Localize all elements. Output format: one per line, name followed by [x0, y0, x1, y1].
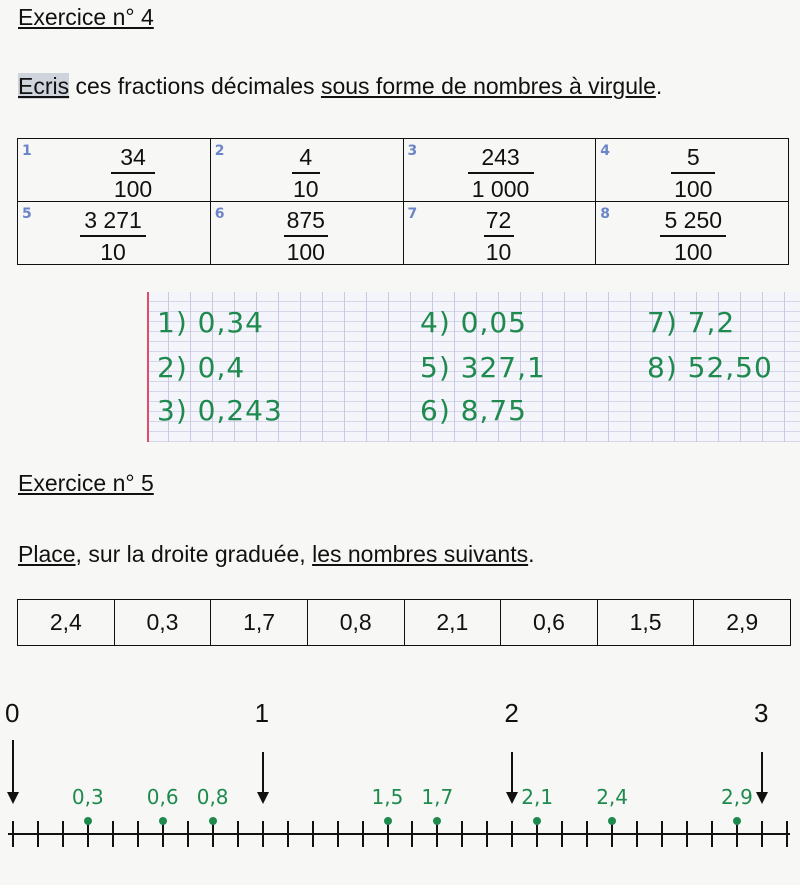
fraction	[251, 206, 361, 266]
fraction-cell	[18, 139, 211, 202]
major-label: 0	[5, 698, 20, 728]
numerator: 4	[299, 144, 313, 170]
number-cell: 2,4	[18, 600, 115, 646]
numbers-table	[17, 599, 791, 646]
instruction-verb: Place	[18, 541, 76, 567]
placed-label: 1,7	[421, 785, 454, 809]
number-line	[0, 690, 800, 885]
number-line-tick	[511, 821, 513, 847]
exercise-5-title: Exercice n° 5	[18, 470, 154, 496]
fraction-cell	[210, 202, 403, 265]
number-line-tick	[262, 821, 264, 847]
number-line-tick	[586, 821, 588, 847]
cell-number: 4	[600, 143, 610, 159]
number-line-tick	[411, 821, 413, 847]
number-line-tick	[661, 821, 663, 847]
major-label: 1	[254, 698, 270, 728]
fraction-bar	[292, 172, 320, 174]
fraction-bar	[484, 235, 514, 237]
number-cell: 1,7	[211, 600, 308, 646]
numerator: 72	[485, 207, 512, 233]
instruction-text: , sur la droite graduée,	[75, 541, 313, 567]
numerator: 34	[120, 144, 146, 170]
number-line-tick	[461, 821, 463, 847]
answer-4: 4) 0,05	[420, 306, 527, 339]
arrow-head	[7, 792, 19, 804]
number-line-tick	[786, 821, 788, 847]
cell-number: 3	[407, 143, 418, 159]
number-cell: 2,9	[694, 600, 791, 646]
fraction-bar	[468, 172, 534, 174]
fraction-bar	[671, 172, 715, 174]
numerator: 875	[286, 207, 325, 233]
number-cell: 0,6	[501, 600, 598, 646]
exercise-5-instruction	[18, 541, 535, 568]
number-line-tick	[486, 821, 488, 847]
fraction-bar	[111, 172, 155, 174]
cell-number: 6	[214, 206, 225, 222]
instruction-text: ces fractions décimales	[69, 73, 321, 99]
notebook-answers	[147, 292, 800, 442]
number-line-tick	[561, 821, 563, 847]
fraction-cell	[596, 139, 789, 202]
answer-2: 2) 0,4	[157, 351, 246, 384]
placed-point	[733, 817, 741, 825]
fraction-cell	[403, 202, 596, 265]
placed-label: 2,4	[596, 785, 628, 809]
arrow-head	[756, 792, 768, 804]
number-cell: 0,3	[114, 600, 211, 646]
denominator: 100	[674, 239, 713, 265]
number-line-tick	[287, 821, 289, 847]
instruction-emphasis: sous forme de nombres à virgule	[320, 73, 656, 99]
answer-1: 1) 0,34	[157, 306, 264, 339]
numerator: 5	[686, 144, 700, 170]
fractions-table	[17, 138, 789, 265]
exercise-4-instruction	[18, 73, 662, 100]
answer-6: 6) 8,75	[420, 394, 527, 427]
number-line-tick	[362, 821, 364, 847]
placed-label: 2,9	[721, 785, 753, 809]
placed-label: 0,3	[71, 785, 104, 809]
placed-point	[84, 817, 92, 825]
arrow-shaft	[511, 752, 513, 792]
fraction	[638, 143, 748, 203]
fraction-bar	[660, 235, 726, 237]
fraction	[446, 143, 556, 203]
fraction-bar	[284, 235, 328, 237]
cell-number: 1	[22, 143, 32, 159]
instruction-end: .	[655, 73, 663, 99]
denominator: 100	[674, 176, 713, 202]
denominator: 100	[286, 239, 325, 265]
instruction-emphasis: les nombres suivants	[312, 541, 529, 567]
placed-point	[209, 817, 217, 825]
number-line-tick	[686, 821, 688, 847]
number-line-tick	[711, 821, 713, 847]
fraction	[444, 206, 554, 266]
notebook-margin-line	[147, 292, 149, 442]
number-cell: 1,5	[597, 600, 694, 646]
fraction-cell	[596, 202, 789, 265]
fraction	[251, 143, 361, 203]
arrow-shaft	[262, 752, 264, 792]
fraction-cell	[18, 202, 211, 265]
number-line-tick	[237, 821, 239, 847]
answer-7: 7) 7,2	[647, 306, 736, 339]
denominator: 100	[113, 176, 153, 202]
numerator: 3 271	[84, 207, 142, 233]
number-cell: 0,8	[307, 600, 404, 646]
major-label: 3	[754, 698, 769, 728]
answer-8: 8) 52,50	[647, 351, 773, 384]
placed-point	[159, 817, 167, 825]
number-line-tick	[112, 821, 114, 847]
denominator: 1 000	[471, 176, 530, 202]
arrow-head	[506, 792, 518, 804]
denominator: 10	[292, 176, 319, 202]
number-line-axis	[8, 833, 790, 835]
number-line-tick	[636, 821, 638, 847]
placed-point	[433, 817, 441, 825]
denominator: 10	[100, 239, 126, 265]
fraction	[638, 206, 748, 266]
arrow-head	[257, 792, 269, 804]
number-line-tick	[137, 821, 139, 847]
number-line-tick	[187, 821, 189, 847]
fraction-cell	[210, 139, 403, 202]
numerator: 243	[481, 144, 520, 170]
placed-point	[608, 817, 616, 825]
placed-point	[533, 817, 541, 825]
number-line-tick	[312, 821, 314, 847]
number-line-tick	[12, 821, 14, 847]
fraction	[58, 206, 168, 266]
placed-label: 2,1	[521, 785, 554, 809]
fraction-cell	[403, 139, 596, 202]
arrow-shaft	[12, 740, 14, 792]
number-line-tick	[761, 821, 763, 847]
cell-number: 8	[600, 206, 610, 222]
placed-label: 1,5	[371, 785, 404, 809]
instruction-verb: Ecris	[18, 73, 70, 99]
numerator: 5 250	[664, 207, 723, 233]
answer-3: 3) 0,243	[157, 394, 283, 427]
number-line-tick	[337, 821, 339, 847]
number-line-tick	[62, 821, 64, 847]
number-line-tick	[37, 821, 39, 847]
placed-label: 0,6	[146, 785, 179, 809]
cell-number: 7	[407, 206, 418, 222]
major-label: 2	[504, 698, 519, 728]
placed-point	[384, 817, 392, 825]
fraction-bar	[80, 235, 146, 237]
denominator: 10	[485, 239, 512, 265]
arrow-shaft	[761, 752, 763, 792]
placed-label: 0,8	[196, 785, 229, 809]
exercise-4-title: Exercice n° 4	[18, 4, 154, 30]
number-cell: 2,1	[404, 600, 501, 646]
cell-number: 2	[214, 143, 225, 159]
cell-number: 5	[22, 206, 32, 222]
fraction	[78, 143, 188, 203]
instruction-end: .	[528, 541, 535, 567]
answer-5: 5) 327,1	[420, 351, 546, 384]
